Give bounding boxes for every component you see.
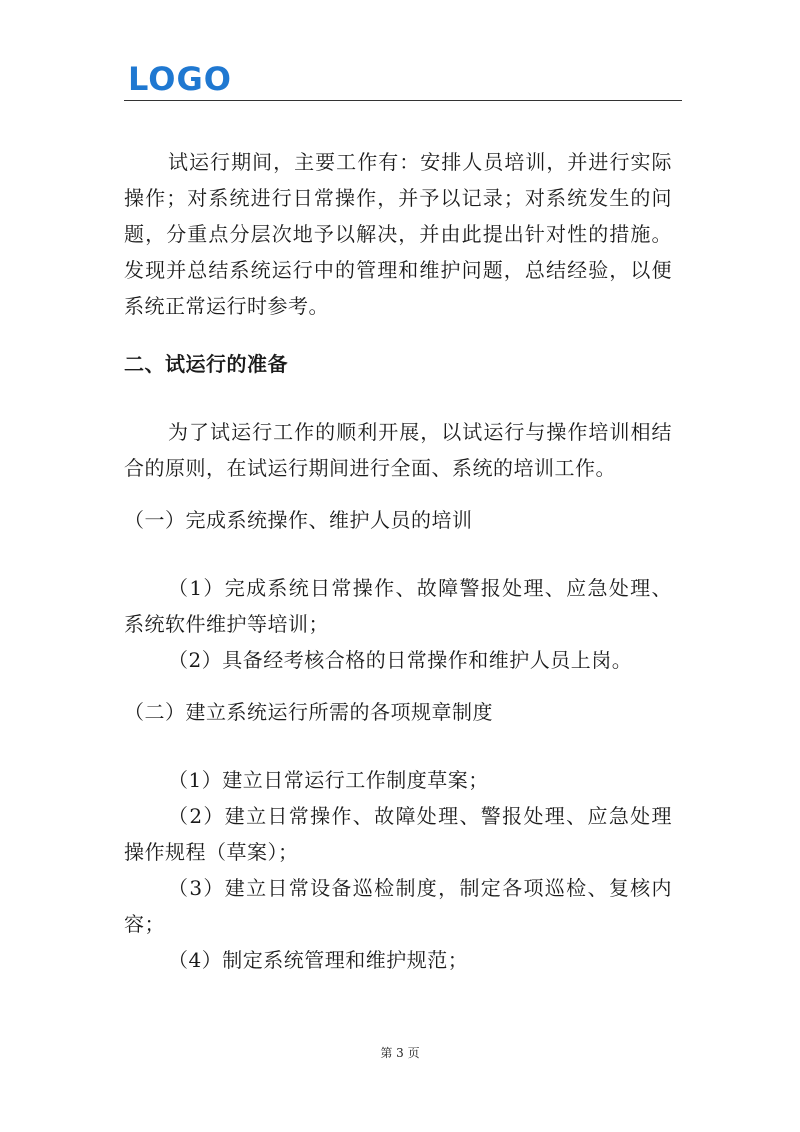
intro-paragraph: 试运行期间，主要工作有：安排人员培训，并进行实际操作；对系统进行日常操作，并予以记录；对系统发生的问题，分重点分层次地予以解决，并由此提出针对性的措施。发现并总结系统运行中的管理和维护问题，总结经验，以便系统正常运行时参考。: [124, 150, 672, 318]
page-number: 第 3 页: [380, 1046, 420, 1060]
document-body: [124, 144, 672, 978]
subsection-2-heading: （二）建立系统运行所需的各项规章制度: [124, 700, 493, 724]
subsection-2-item-2: （2）建立日常操作、故障处理、警报处理、应急处理操作规程（草案）；: [124, 804, 672, 864]
subsection-1-item-1: （1）完成系统日常操作、故障警报处理、应急处理、系统软件维护等培训；: [124, 576, 672, 636]
subsection-1-item-2: （2）具备经考核合格的日常操作和维护人员上岗。: [168, 648, 633, 672]
section-2-heading: 二、试运行的准备: [124, 352, 288, 376]
subsection-2-item-1: （1）建立日常运行工作制度草案；: [168, 768, 489, 792]
subsection-1-heading: （一）完成系统操作、维护人员的培训: [124, 508, 473, 532]
page-header: [124, 62, 682, 101]
subsection-2-item-3: （3）建立日常设备巡检制度，制定各项巡检、复核内容；: [124, 876, 672, 936]
subsection-2-item-4: （4）制定系统管理和维护规范；: [168, 948, 469, 972]
section-2-intro: 为了试运行工作的顺利开展，以试运行与操作培训相结合的原则，在试运行期间进行全面、系统的培训工作。: [124, 420, 672, 480]
logo: LOGO: [128, 60, 232, 98]
